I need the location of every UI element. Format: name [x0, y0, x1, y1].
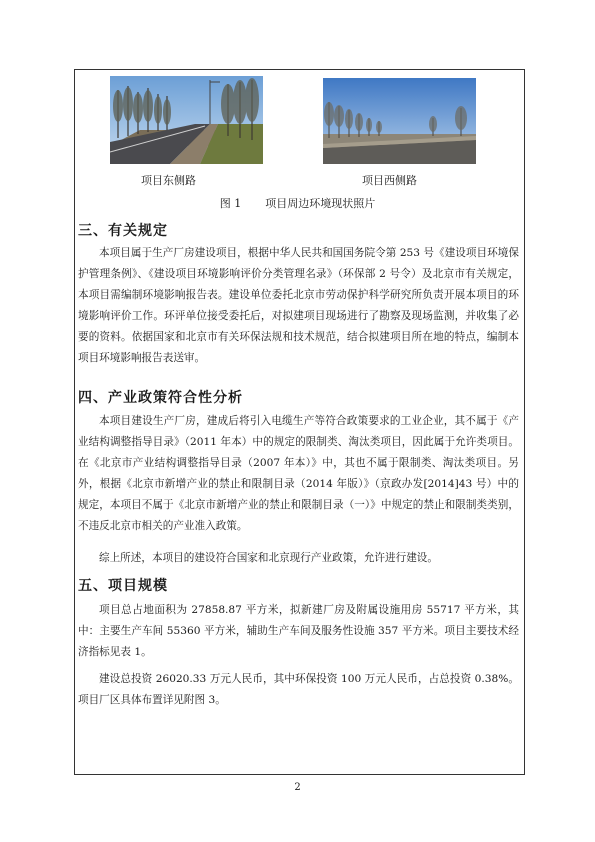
- paragraph: 项目总占地面积为 27858.87 平方米，拟新建厂房及附属设施用房 55717 平方米，其中：主要生产车间 55360 平方米，辅助生产车间及服务性设施 357 平方米。项目主要技术经济指标见表 1。: [78, 604, 519, 658]
- section-heading: 三、有关规定: [78, 223, 168, 239]
- page-number: 2: [294, 782, 301, 793]
- photo-left-caption: 项目东侧路: [141, 174, 196, 187]
- photo-east-road: [110, 76, 263, 164]
- paragraph: 综上所述，本项目的建设符合国家和北京现行产业政策，允许进行建设。: [99, 552, 438, 564]
- figure-number: 图 1: [219, 197, 242, 210]
- section-heading: 四、产业政策符合性分析: [78, 390, 243, 406]
- photo-right-caption: 项目西侧路: [362, 174, 417, 187]
- figure-title: 项目周边环境现状照片: [265, 197, 376, 210]
- section-heading: 五、项目规模: [78, 578, 168, 594]
- paragraph: 本项目建设生产厂房，建成后将引入电缆生产等符合政策要求的工业企业，其不属于《产业结构调整指导目录》（2011 年本）中的规定的限制类、淘汰类项目，因此属于允许类项目。在《北京市产业结构调整指导目录（2007 年本）》中，其也不属于限制类、淘汰类项目。另外，根据《北京市新增产业的禁止和限制目录（2014 年版）》（京政办发[2014]43 号）中的规定，本项目不属于《北京市新增产业的禁止和限制目录（一）》中规定的禁止和限制类类别，不违反北京市相关的产业准入政策。: [78, 415, 519, 532]
- paragraph: 本项目属于生产厂房建设项目，根据中华人民共和国国务院令第 253 号《建设项目环境保护管理条例》、《建设项目环境影响评价分类管理名录》（环保部 2 号令）及北京市有关规定，本项目需编制环境影响报告表。建设单位委托北京市劳动保护科学研究所负责开展本项目的环境影响评价工作。环评单位接受委托后，对拟建项目现场进行了勘察及现场监测，并收集了必要的资料。依据国家和北京市有关环保法规和技术规范，结合拟建项目所在地的特点，编制本项目环境影响报告表送审。: [78, 247, 519, 364]
- figure-caption: [0, 195, 595, 211]
- photo-west-road: [323, 78, 476, 164]
- paragraph: 建设总投资 26020.33 万元人民币，其中环保投资 100 万元人民币，占总投资 0.38%。项目厂区具体布置详见附图 3。: [78, 673, 519, 706]
